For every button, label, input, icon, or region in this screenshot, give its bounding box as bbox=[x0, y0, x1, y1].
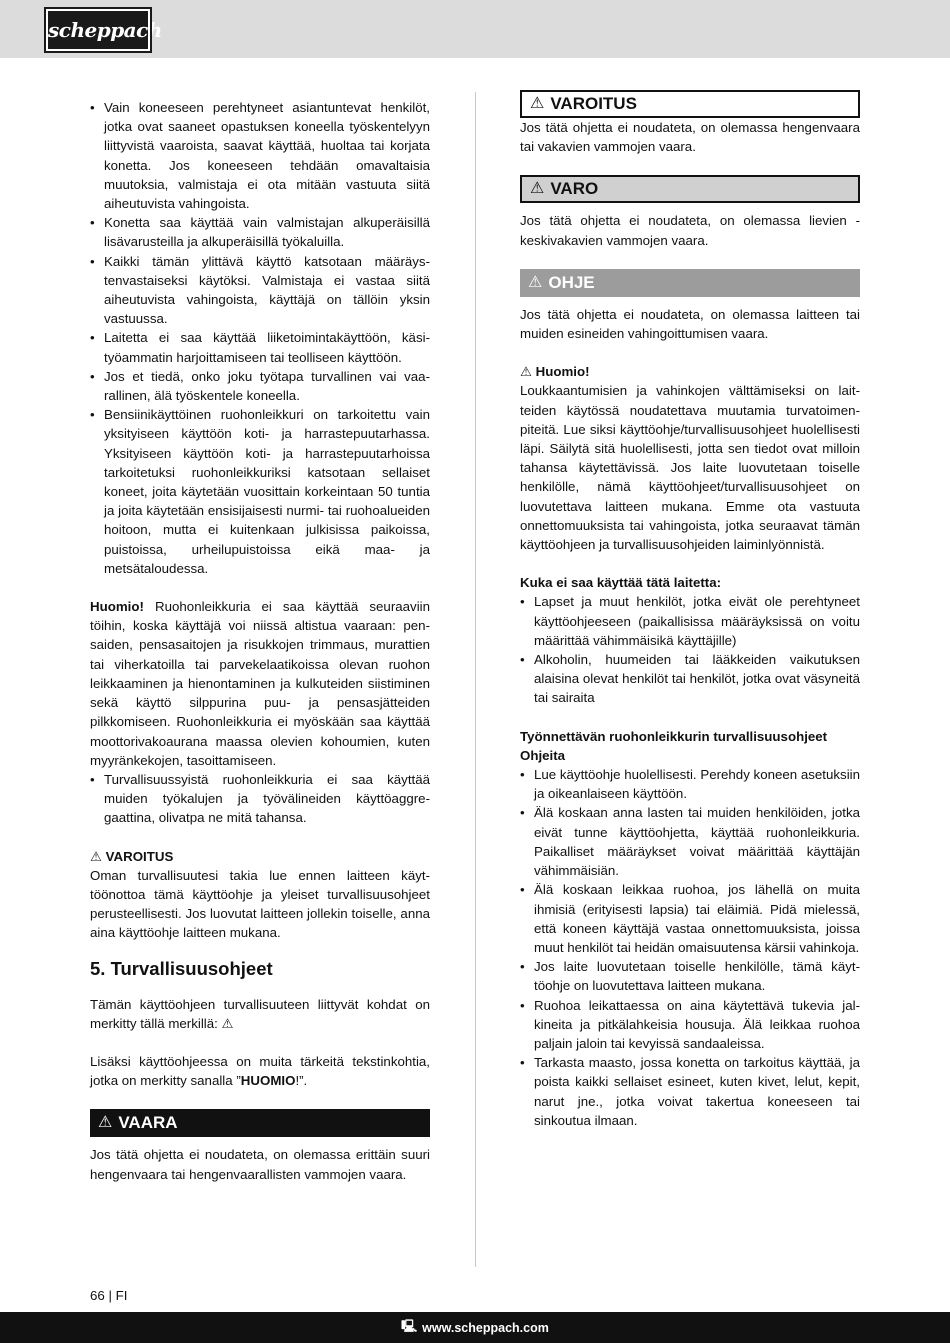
list-item: • Konetta saa käyttää vain valmistajan alkuperäisillä lisävarusteilla ja alkuperäisillä työkaluilla. bbox=[90, 213, 430, 251]
list-item: • Ruohoa leikattaessa on aina käytettävä tukevia jalkineita ja pitkälahkeisia housuja. Älä leikkaa ruohoa paljain jaloin tai kevyissä sandaaleissa. bbox=[520, 996, 860, 1054]
list-item: • Lapset ja muut henkilöt, jotka eivät ole perehtyneet käyttöohjeeseen (paikallisissa määräyksissä on voitu määrittää vähimmäisikä käyttäjille) bbox=[520, 592, 860, 650]
list-item: • Jos et tiedä, onko joku työtapa turvallinen vai vaarallinen, älä työskentele koneella. bbox=[90, 367, 430, 405]
list-item: • Lue käyttöohje huolellisesti. Perehdy koneen asetuksiin ja oikeanlaiseen käyttöön. bbox=[520, 765, 860, 803]
warning-header: ⚠ VAROITUS bbox=[520, 90, 860, 118]
push-mower-title: Työnnettävän ruohonleikkurin turvallisuusohjeet bbox=[520, 728, 828, 744]
brand-logo: scheppach bbox=[46, 9, 150, 51]
note-label: Huomio! bbox=[90, 599, 144, 615]
note-header: ⚠ OHJE bbox=[520, 269, 860, 297]
list-item: • Bensiinikäyttöinen ruohonleikkuri on tarkoitettu vain yksityiseen käyttöön koti- ja harrastepuutarhassa. Yksityiseen käyttöön koti- ja harrastepuutarhoissa tarkoitetuksi ruohonleikkuriksi katsotaan sellaiset koneet, joita käytetään vuosittain korkeintaan 50 tuntia ja joita käytetään ensisijaisesti nurmi- tai ruohoalueiden hoitoon, mutta ei kuitenkaan julkisissa paikoissa, puistoissa, urheilupuistoissa eikä maa- ja metsätaloudessa. bbox=[90, 405, 430, 578]
left-column bbox=[90, 98, 430, 1184]
warning-triangle-icon: ⚠ bbox=[98, 1114, 113, 1132]
page-header bbox=[0, 0, 950, 58]
section-paragraph-2: Lisäksi käyttöohjeessa on muita tärkeitä tekstinkohtia, jotka on merkitty sanalla ”HUOMIO!”. bbox=[90, 1053, 430, 1089]
usage-restrictions-list bbox=[90, 98, 430, 578]
warning-triangle-icon: ⚠ bbox=[530, 95, 545, 112]
list-item: • Alkoholin, huumeiden tai lääkkeiden vaikutuksen alaisina olevat henkilöt tai henkilöt, jotka ovat väsyneitä tai sairaita bbox=[520, 650, 860, 708]
list-item: • Jos laite luovutetaan toiselle henkilölle, tämä käyttöohje on luovutettava laitteen mukana. bbox=[520, 957, 860, 995]
monitor-icon: 🖳 bbox=[401, 1319, 418, 1333]
website-link[interactable]: www.scheppach.com bbox=[422, 1320, 549, 1335]
safety-reasons-list bbox=[90, 770, 430, 828]
attention-text: Loukkaantumisien ja vahinkojen välttämiseksi on laitteiden käytössä noudatettava muutamia turvatoimenpiteitä. Lue siksi käyttöohje/turvallisuusohjeet huolellisesti läpi. Säilytä sitä huolellisesti, jotta sen tiedot ovat milloin tahansa käytettävissä. Jos laite luovutetaan toiselle henkilölle, nämä käyttöohjeet/turvallisuusohjeet on luovutettava laitteen mukana. Emme ota vastuuta onnettomuuksista tai vahingoista, jotka seuraavat tämän käyttöohjeen ja turvallisuusohjeiden laiminlyönnistä. bbox=[520, 383, 860, 553]
warning-triangle-icon: ⚠ bbox=[528, 273, 543, 291]
right-column bbox=[520, 90, 860, 1130]
list-item: • Vain koneeseen perehtyneet asiantuntevat henkilöt, jotka ovat saaneet opastuksen koneella työskentelyyn liittyvistä vaaroista, saavat käyttää, huoltaa tai korjata konetta. Jos koneeseen tehdään omavaltaisia muutoksia, valmistaja ei ota mitään vastuuta siitä aiheutuvista vahingoista. bbox=[90, 98, 430, 213]
list-item: • Älä koskaan leikkaa ruohoa, jos lähellä on muita ihmisiä (erityisesti lapsia) tai eläimiä. Pidä mielessä, että koneen käyttäjä vastaa onnettomuuksista, joissa muut henkilöt tai heidän omaisuutensa kärsii vahinkoja. bbox=[520, 880, 860, 957]
note-text: Ruohonleikkuria ei saa käyttää seuraaviin töihin, koska käyttäjä voi niissä altistua vaaraan: pensaiden, pensasaitojen ja risukkojen trimmaus, murattien tai viherkatoilla tai parvekelaatikoissa olevan ruohon leikkaaminen ja hienontaminen ja kulkuteiden siistiminen sekä käyttö silppurina puu- ja pensasjätteiden pilkkomiseen. Ruohonleikkuria ei myöskään saa käyttää moottorivakoaurana maassa olevien kohoumien, kuten myyränkekojen, tasoittamiseen. bbox=[90, 599, 430, 768]
page-number: 66 | FI bbox=[90, 1288, 128, 1303]
list-item: • Laitetta ei saa käyttää liiketoimintakäyttöön, käsityöammatin harjoittamiseen tai teolliseen käyttöön. bbox=[90, 328, 430, 366]
list-item: • Turvallisuussyistä ruohonleikkuria ei saa käyttää muiden työkalujen ja työvälineiden käyttöaggregaattina, olivatpa ne mitä tahansa. bbox=[90, 770, 430, 828]
section-title: 5. Turvallisuusohjeet bbox=[90, 957, 273, 979]
warning-text: Oman turvallisuutesi takia lue ennen laitteen käyttöönottoa tämä käyttöohje ja yleiset turvallisuusohjeet perusteellisesti. Jos luovutat laitteen jollekin toiselle, anna aina käyttöohje laitteen mukana. bbox=[90, 867, 430, 941]
danger-header: ⚠ VAARA bbox=[90, 1109, 430, 1137]
list-item: • Älä koskaan anna lasten tai muiden henkilöiden, jotka eivät tunne käyttöohjetta, käyttää ruohonleikkuria. Paikalliset määräykset voivat määrittää käyttäjän vähimmäisiän. bbox=[520, 803, 860, 880]
mower-note-paragraph bbox=[90, 597, 430, 770]
caution-header: ⚠ VARO bbox=[520, 175, 860, 203]
section-paragraph-1: Tämän käyttöohjeen turvallisuuteen liittyvät kohdat on merkitty tällä merkillä: ⚠ bbox=[90, 996, 430, 1031]
push-mower-subtitle: Ohjeita bbox=[520, 747, 566, 763]
list-item: • Tarkasta maasto, jossa konetta on tarkoitus käyttää, ja poista kaikki sellaiset esineet, kuten kivet, lelut, kepit, narut jne., jotka voivat takertua koneeseen tai sinkoutua ilmaan. bbox=[520, 1053, 860, 1130]
column-divider bbox=[475, 92, 476, 1267]
who-title: Kuka ei saa käyttää tätä laitetta: bbox=[520, 575, 722, 591]
attention-label: ⚠ Huomio! bbox=[520, 364, 590, 380]
page-footer bbox=[0, 1312, 950, 1343]
warning-triangle-icon: ⚠ bbox=[530, 180, 545, 198]
note-text: Jos tätä ohjetta ei noudateta, on olemassa laitteen tai muiden esineiden vahingoittumisen vaara. bbox=[520, 306, 860, 342]
danger-text: Jos tätä ohjetta ei noudateta, on olemassa erittäin suuri hengenvaara tai hengenvaarallisten vammojen vaara. bbox=[90, 1147, 430, 1182]
warning-text: Jos tätä ohjetta ei noudateta, on olemassa hengenvaara tai vakavien vammojen vaara. bbox=[520, 120, 860, 155]
caution-text: Jos tätä ohjetta ei noudateta, on olemassa lievien - keskivakavien vammojen vaara. bbox=[520, 213, 860, 248]
push-mower-list bbox=[520, 765, 860, 1130]
list-item: • Kaikki tämän ylittävä käyttö katsotaan määräystenvastaiseksi käytöksi. Valmistaja ei vastaa siitä aiheutuvista vahingoista, käyttäjä on tällöin yksin vastuussa. bbox=[90, 252, 430, 329]
who-list bbox=[520, 592, 860, 707]
warning-label: ⚠ VAROITUS bbox=[90, 848, 174, 864]
